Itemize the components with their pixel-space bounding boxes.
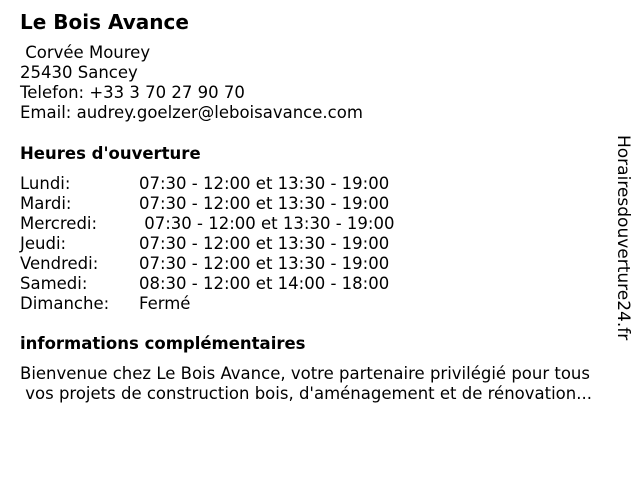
hours-day-label: Lundi:	[20, 174, 71, 193]
hours-day-label: Vendredi:	[20, 254, 99, 273]
hours-time-value: 08:30 - 12:00 et 14:00 - 18:00	[139, 274, 390, 293]
hours-time-value: Fermé	[139, 294, 191, 313]
hours-day-label: Jeudi:	[20, 234, 67, 253]
description-line: vos projets de construction bois, d'aménagement et de rénovation...	[20, 384, 592, 403]
hours-day-label: Mardi:	[20, 194, 72, 213]
email-address: Email: audrey.goelzer@leboisavance.com	[20, 103, 363, 122]
hours-time-value: 07:30 - 12:00 et 13:30 - 19:00	[139, 254, 390, 273]
hours-time-value: 07:30 - 12:00 et 13:30 - 19:00	[139, 214, 395, 233]
additional-info-heading: informations complémentaires	[20, 334, 306, 353]
hours-day-label: Dimanche:	[20, 294, 110, 313]
hours-time-value: 07:30 - 12:00 et 13:30 - 19:00	[139, 194, 390, 213]
site-watermark: Horairesdouverture24.fr	[613, 135, 633, 341]
hours-day-label: Samedi:	[20, 274, 88, 293]
opening-hours-heading: Heures d'ouverture	[20, 144, 201, 163]
address-city: 25430 Sancey	[20, 63, 138, 82]
hours-time-value: 07:30 - 12:00 et 13:30 - 19:00	[139, 174, 390, 193]
hours-day-label: Mercredi:	[20, 214, 98, 233]
address-street: Corvée Mourey	[20, 43, 151, 62]
description-line: Bienvenue chez Le Bois Avance, votre partenaire privilégié pour tous	[20, 364, 590, 383]
business-name: Le Bois Avance	[20, 10, 189, 34]
hours-time-value: 07:30 - 12:00 et 13:30 - 19:00	[139, 234, 390, 253]
phone-number: Telefon: +33 3 70 27 90 70	[20, 83, 245, 102]
business-description	[20, 364, 632, 404]
address-block	[20, 43, 363, 123]
